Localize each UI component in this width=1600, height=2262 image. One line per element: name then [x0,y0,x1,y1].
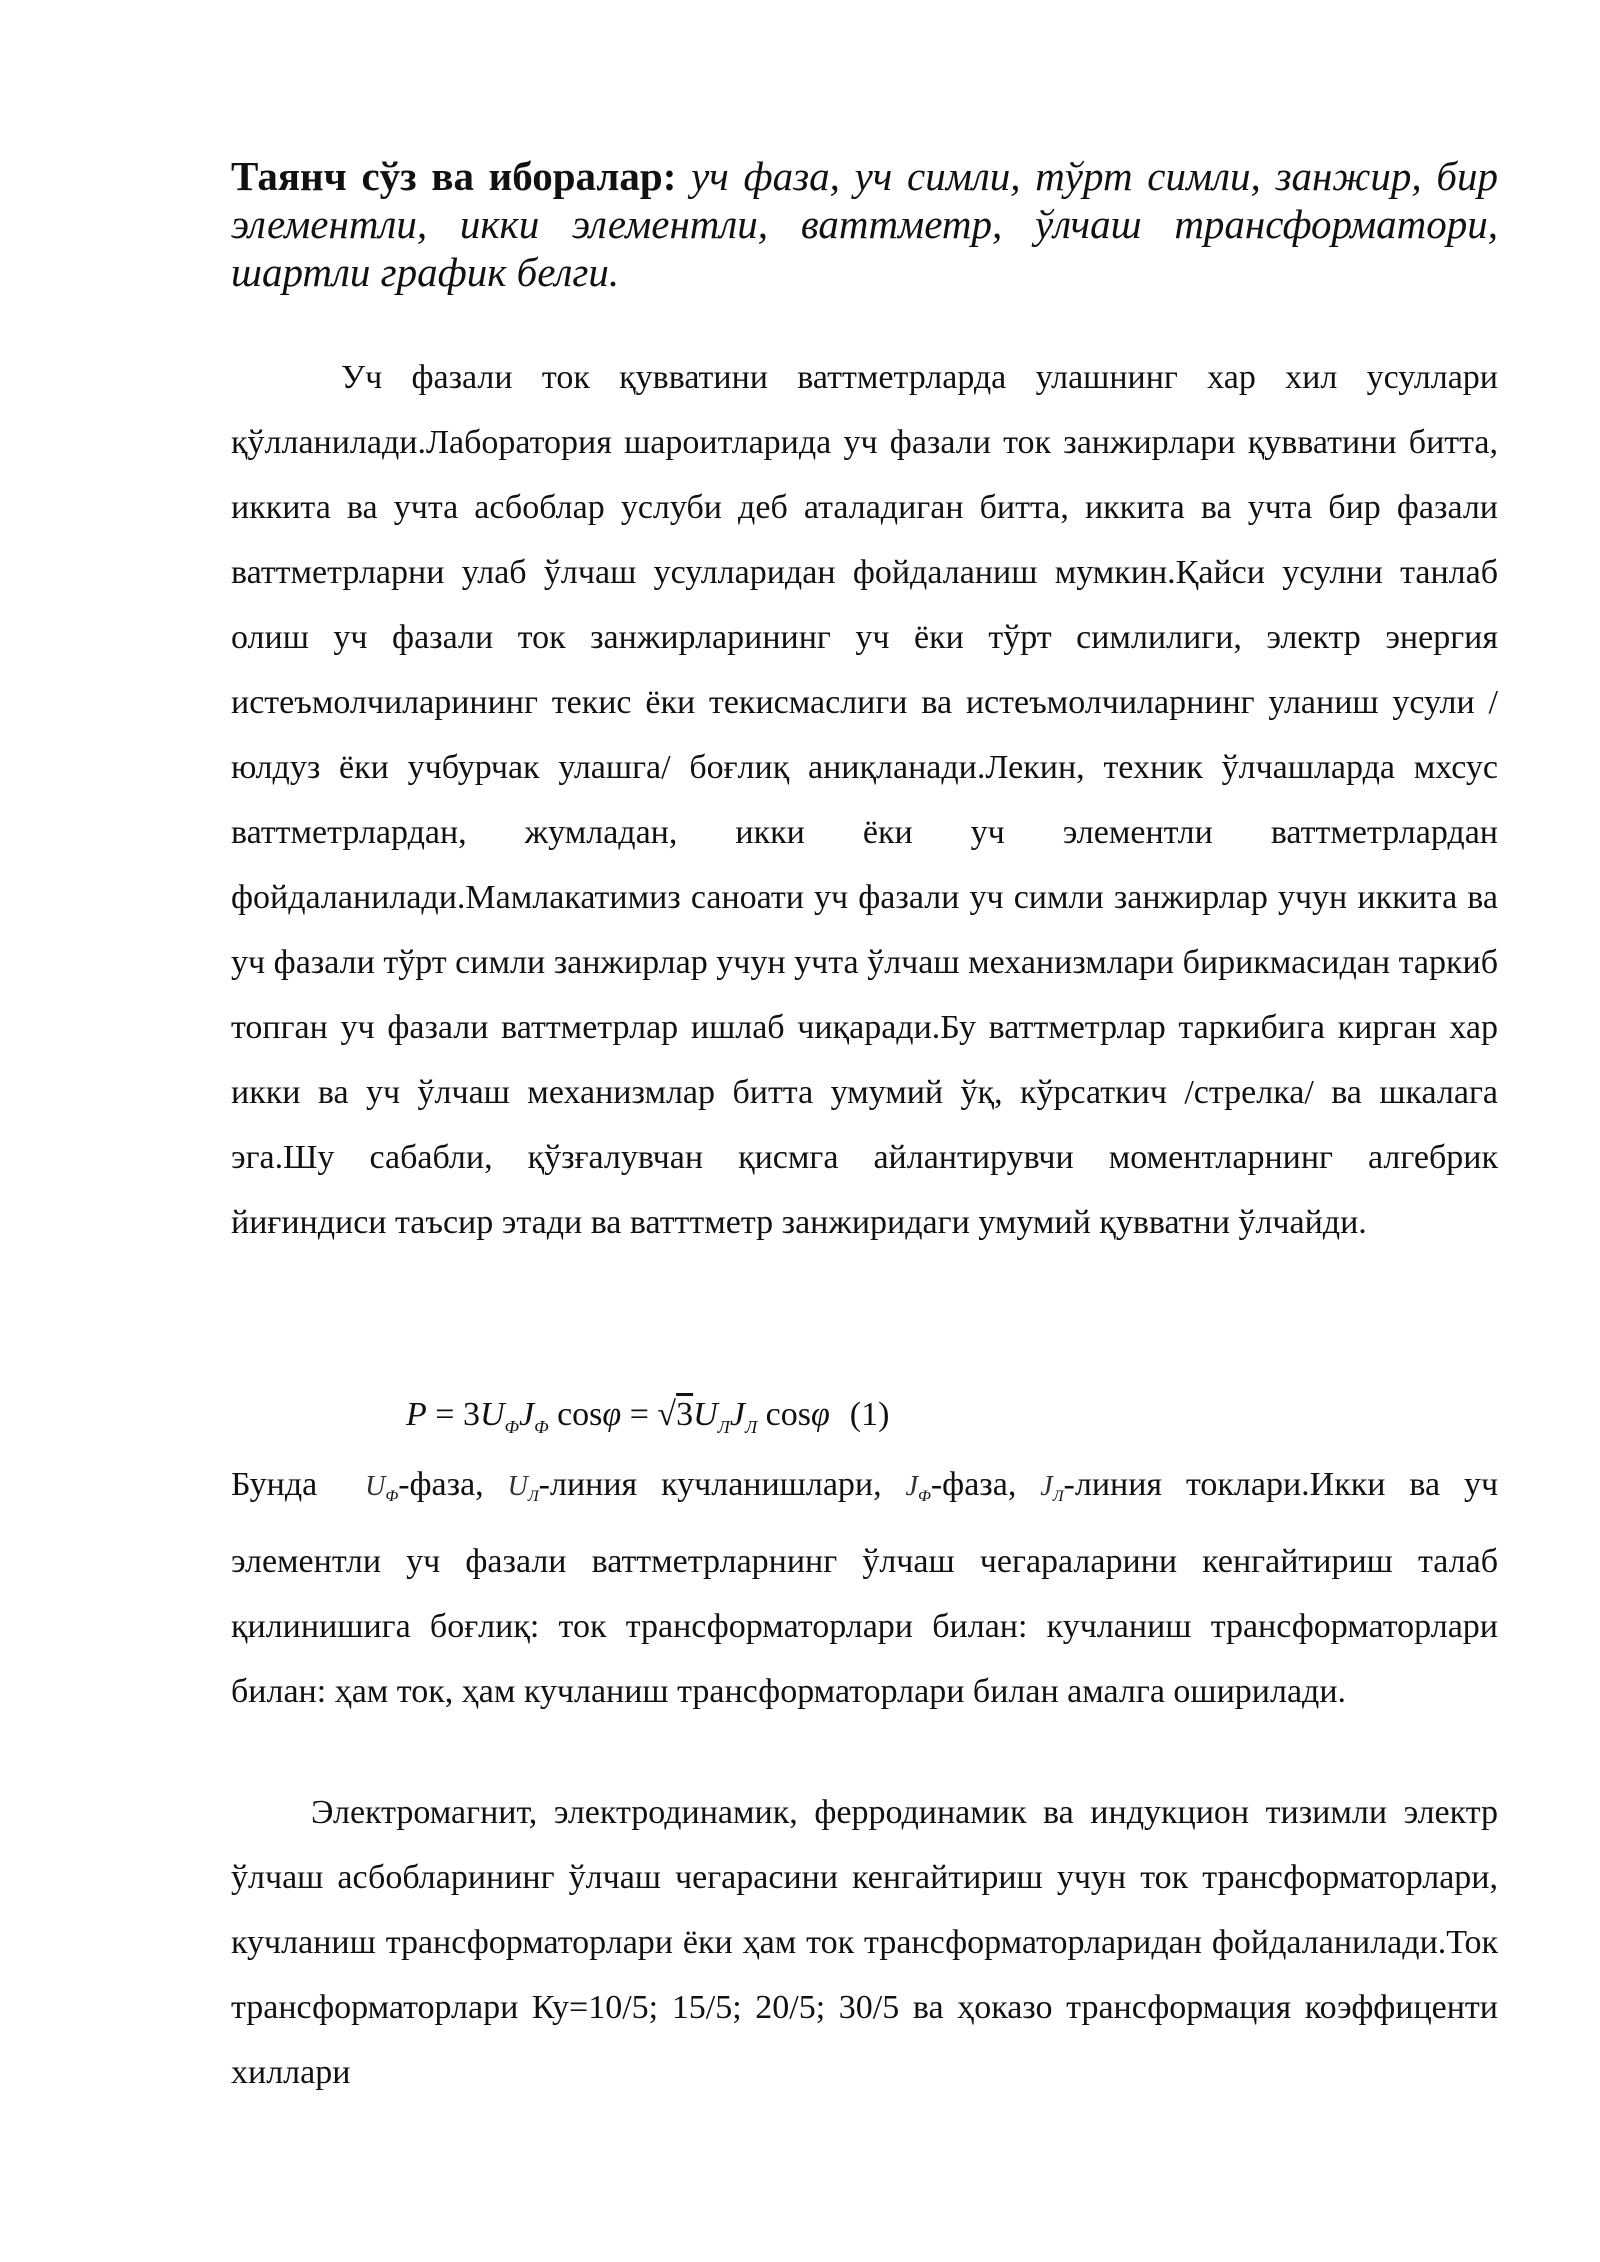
formula-j: J [519,1396,535,1433]
sym-uf-sub: Ф [385,1488,399,1505]
formula-cos: cos [548,1396,603,1433]
formula-u: U [479,1396,505,1433]
formula-u-2: U [693,1396,718,1433]
formula-sub-l-2: Л [744,1417,758,1437]
sym-jl-sub: Л [1052,1488,1064,1505]
keywords-list: уч фаза, уч симли, тўрт симли, занжир, бир элементли, икки элементли, ваттметр, ўлчаш трансформатори, шартли график белги. [231,153,1498,295]
formula-phi: φ [602,1396,622,1433]
sym-jf-sub: Ф [917,1488,931,1505]
paragraph-3: Электромагнит, электродинамик, ферродинамик ва индукцион тизимли электр ўлчаш асбобларининг ўлчаш чегарасини кенгайтириш учун ток трансформаторлари, кучланиш трансформаторлари ёки ҳам ток трансформаторларидан фойдаланилади.Ток трансформаторлари Ку=10/5; 15/5; 20/5; 30/5 ва ҳоказо трансформация коэффиценти хиллари [231,1794,1498,2091]
formula-number: (1) [849,1396,890,1433]
p2-uf-label: -фаза, [398,1466,484,1503]
formula-sub-l: Л [717,1417,730,1437]
sym-ul-sub: Л [527,1488,539,1505]
formula-three: 3 [676,1396,694,1433]
keywords-label: Таянч сўз ва иборалар: [231,153,677,199]
formula-eq: = 3 [426,1396,480,1433]
document-page [231,0,1498,2262]
sym-uf: U [365,1471,386,1502]
formula-sub-f-2: Ф [534,1417,549,1437]
p2-start: Бунда [231,1466,318,1503]
sym-jf: J [905,1471,918,1502]
formula-eq2: = [621,1396,658,1433]
formula-phi-2: φ [810,1396,830,1433]
formula-j-2: J [729,1396,745,1433]
sym-jl: J [1040,1471,1053,1502]
p2-ul-label: -линия кучланишлари, [538,1466,882,1503]
formula-p: P [406,1396,427,1433]
formula-sub-f: Ф [504,1417,520,1437]
p2-jf-label: -фаза, [930,1466,1017,1503]
p2-jl-label: -линия токлари.Икки ва уч элементли уч фазали ваттметрларнинг ўлчаш чегараларини кенгайтириш талаб қилинишига боғлиқ: ток трансформаторлари билан: кучланиш трансформаторлари билан: ҳам ток, ҳам кучланиш трансформаторлари билан амалга оширилади. [231,1466,1499,1710]
formula-cos-2: cos [757,1396,811,1433]
paragraph-2 [231,1452,1498,1724]
sym-ul: U [507,1471,528,1502]
keywords-block [231,152,1498,296]
formula-1 [406,1385,889,1457]
paragraph-1: Уч фазали ток қувватини ваттметрларда улашнинг хар хил усуллари қўлланилади.Лаборатория шароитларида уч фазали ток занжирлари қувватини битта, иккита ва учта асбоблар услуби деб аталадиган битта, иккита ва учта бир фазали ваттметрларни улаб ўлчаш усулларидан фойдаланиш мумкин.Қайси усулни танлаб олиш уч фазали ток занжирларининг уч ёки тўрт симлилиги, электр энергия истеъмолчиларининг текис ёки текисмаслиги ва истеъмолчиларнинг уланиш усули /юлдуз ёки учбурчак улашга/ боғлиқ аниқланади.Лекин, техник ўлчашларда мхсус ваттметрлардан, жумладан, икки ёки уч элементли ваттметрлардан фойдаланилади.Мамлакатимиз саноати уч фазали уч симли занжирлар учун иккита ва уч фазали тўрт симли занжирлар учун учта ўлчаш механизмлари бирикмасидан таркиб топган уч фазали ваттметрлар ишлаб чиқаради.Бу ваттметрлар таркибига кирган хар икки ва уч ўлчаш механизмлар битта умумий ўқ, кўрсаткич /стрелка/ ва шкалага эга.Шу сабабли, қўзғалувчан қисмга айлантирувчи моментларнинг алгебрик йиғиндиси таъсир этади ва ватттметр занжиридаги умумий қувватни ўлчайди. [231,359,1498,1241]
formula-sqrt: √ [657,1396,677,1433]
